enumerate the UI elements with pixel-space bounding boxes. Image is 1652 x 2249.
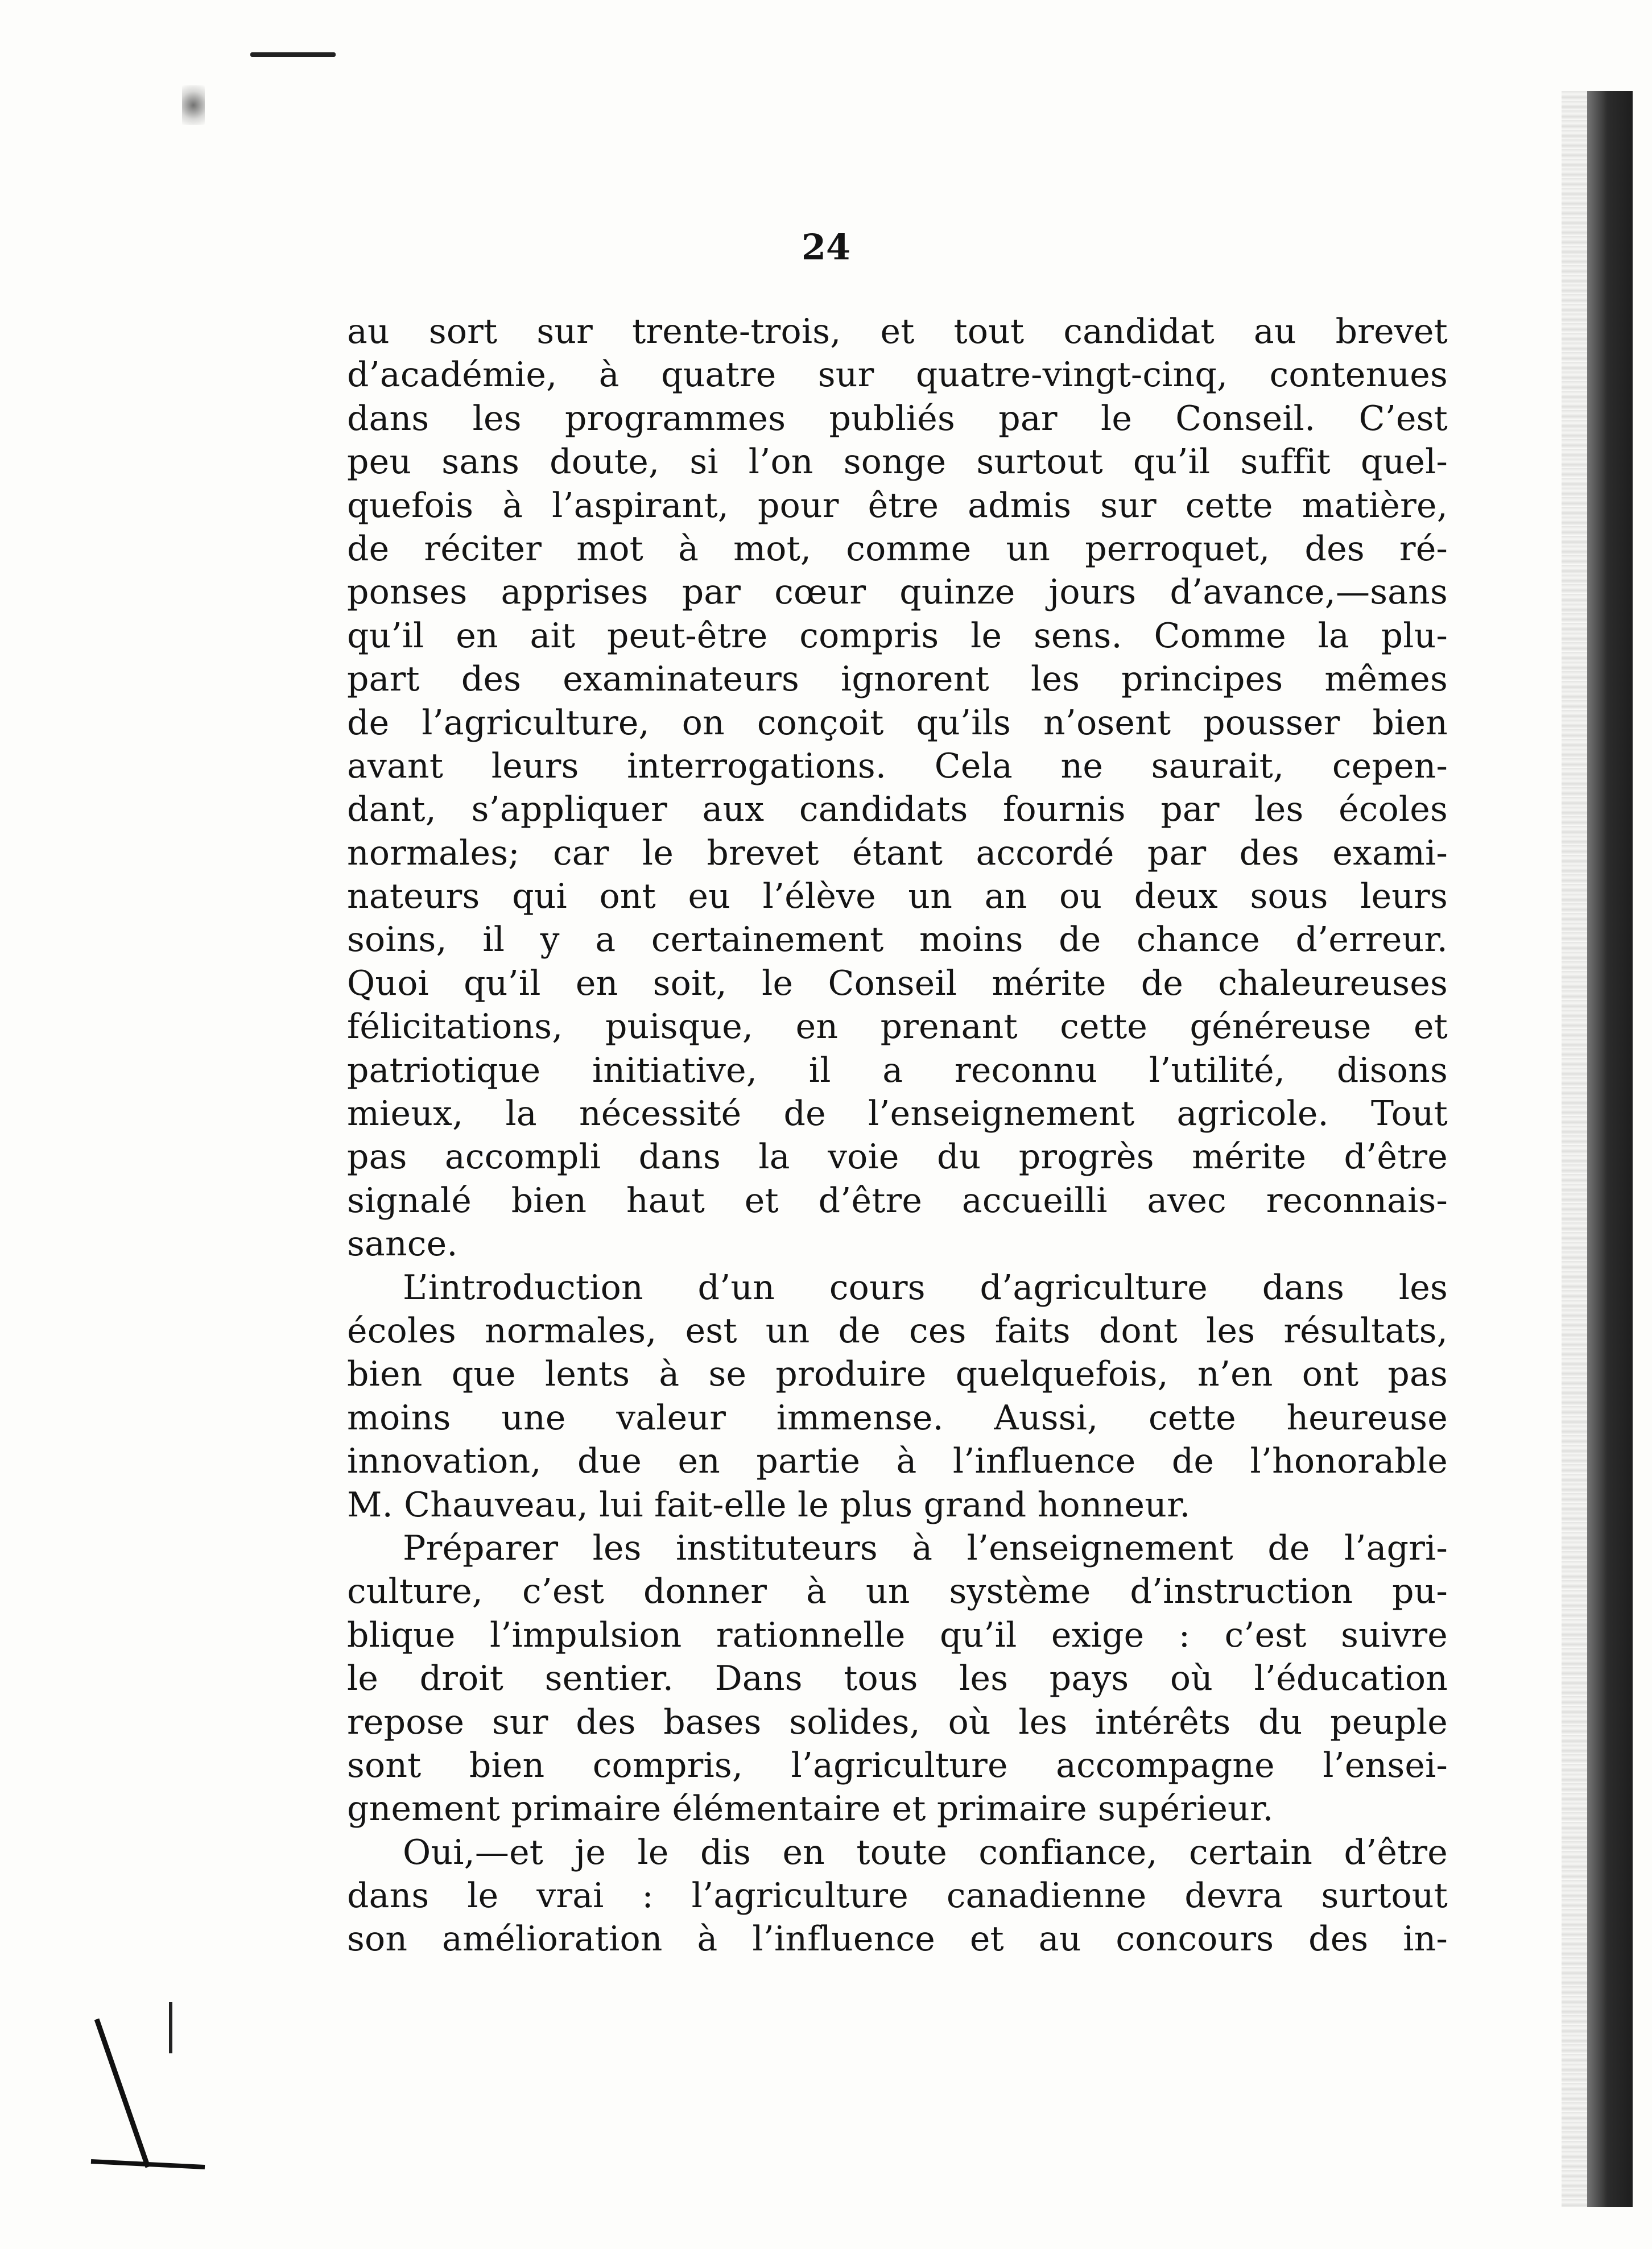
text-line: part des examinateurs ignorent les principes mêmes [347,659,1448,700]
text-line: bien que lents à se produire quelquefois, n’en ont pas [347,1354,1448,1395]
text-line: dans les programmes publiés par le Conseil. C’est [347,398,1448,439]
text-line: quefois à l’aspirant, pour être admis sur cette matière, [347,485,1448,526]
text-line: repose sur des bases solides, où les intérêts du peuple [347,1702,1448,1742]
pencil-mark [85,2002,210,2173]
ink-smudge [250,52,336,57]
page-number: 24 [801,226,851,268]
text-line: avant leurs interrogations. Cela ne saurait, cepen- [347,746,1448,786]
text-line: ponses apprises par cœur quinze jours d’avance,—sans [347,572,1448,613]
text-line: Préparer les instituteurs à l’enseignement de l’agri- [403,1528,1448,1568]
text-line: M. Chauveau, lui fait-elle le plus grand honneur. [347,1485,1191,1525]
pencil-mark-graphic [85,2002,210,2173]
text-line: innovation, due en partie à l’influence de l’honorable [347,1441,1448,1482]
text-line: soins, il y a certainement moins de chance d’erreur. [347,920,1448,960]
paragraph [347,310,1448,1266]
text-line: blique l’impulsion rationnelle qu’il exige : c’est suivre [347,1615,1448,1655]
text-line: Oui,—et je le dis en toute confiance, certain d’être [403,1832,1448,1872]
paragraph [347,1831,1448,1961]
text-line: son amélioration à l’influence et au concours des in- [347,1919,1448,1959]
paragraph [347,1266,1448,1527]
text-line: félicitations, puisque, en prenant cette généreuse et [347,1007,1448,1047]
text-line: sance. [347,1224,458,1264]
text-line: qu’il en ait peut-être compris le sens. Comme la plu- [347,615,1448,656]
text-line: dant, s’appliquer aux candidats fournis par les écoles [347,789,1448,830]
binding-edge [1587,91,1633,2207]
text-line: mieux, la nécessité de l’enseignement agricole. Tout [347,1094,1448,1134]
text-line: moins une valeur immense. Aussi, cette heureuse [347,1398,1448,1438]
text-line: patriotique initiative, il a reconnu l’utilité, disons [347,1050,1448,1090]
text-line: pas accompli dans la voie du progrès mérite d’être [347,1137,1448,1177]
text-line: Quoi qu’il en soit, le Conseil mérite de chaleureuses [347,963,1448,1003]
body-text [347,310,1448,1961]
text-line: écoles normales, est un de ces faits dont les résultats, [347,1310,1448,1351]
ink-speck [182,85,205,125]
text-line: normales; car le brevet étant accordé par des exami- [347,833,1448,873]
text-line: culture, c’est donner à un système d’instruction pu- [347,1572,1448,1612]
text-line: d’académie, à quatre sur quatre-vingt-cinq, contenues [347,355,1448,395]
text-line: sont bien compris, l’agriculture accompagne l’ensei- [347,1745,1448,1785]
text-line: au sort sur trente-trois, et tout candidat au brevet [347,312,1448,352]
text-line: dans le vrai : l’agriculture canadienne devra surtout [347,1876,1448,1916]
text-line: peu sans doute, si l’on songe surtout qu’il suffit quel- [347,442,1448,482]
text-line: L’introduction d’un cours d’agriculture dans les [403,1267,1448,1308]
binding-shadow [1562,91,1590,2207]
text-line: de réciter mot à mot, comme un perroquet, des ré- [347,528,1448,569]
text-line: signalé bien haut et d’être accueilli avec reconnais- [347,1180,1448,1221]
paragraph [347,1527,1448,1831]
text-line: le droit sentier. Dans tous les pays où l’éducation [347,1659,1448,1699]
text-line: nateurs qui ont eu l’élève un an ou deux sous leurs [347,877,1448,917]
text-line: de l’agriculture, on conçoit qu’ils n’osent pousser bien [347,702,1448,743]
text-line: gnement primaire élémentaire et primaire supérieur. [347,1789,1274,1829]
